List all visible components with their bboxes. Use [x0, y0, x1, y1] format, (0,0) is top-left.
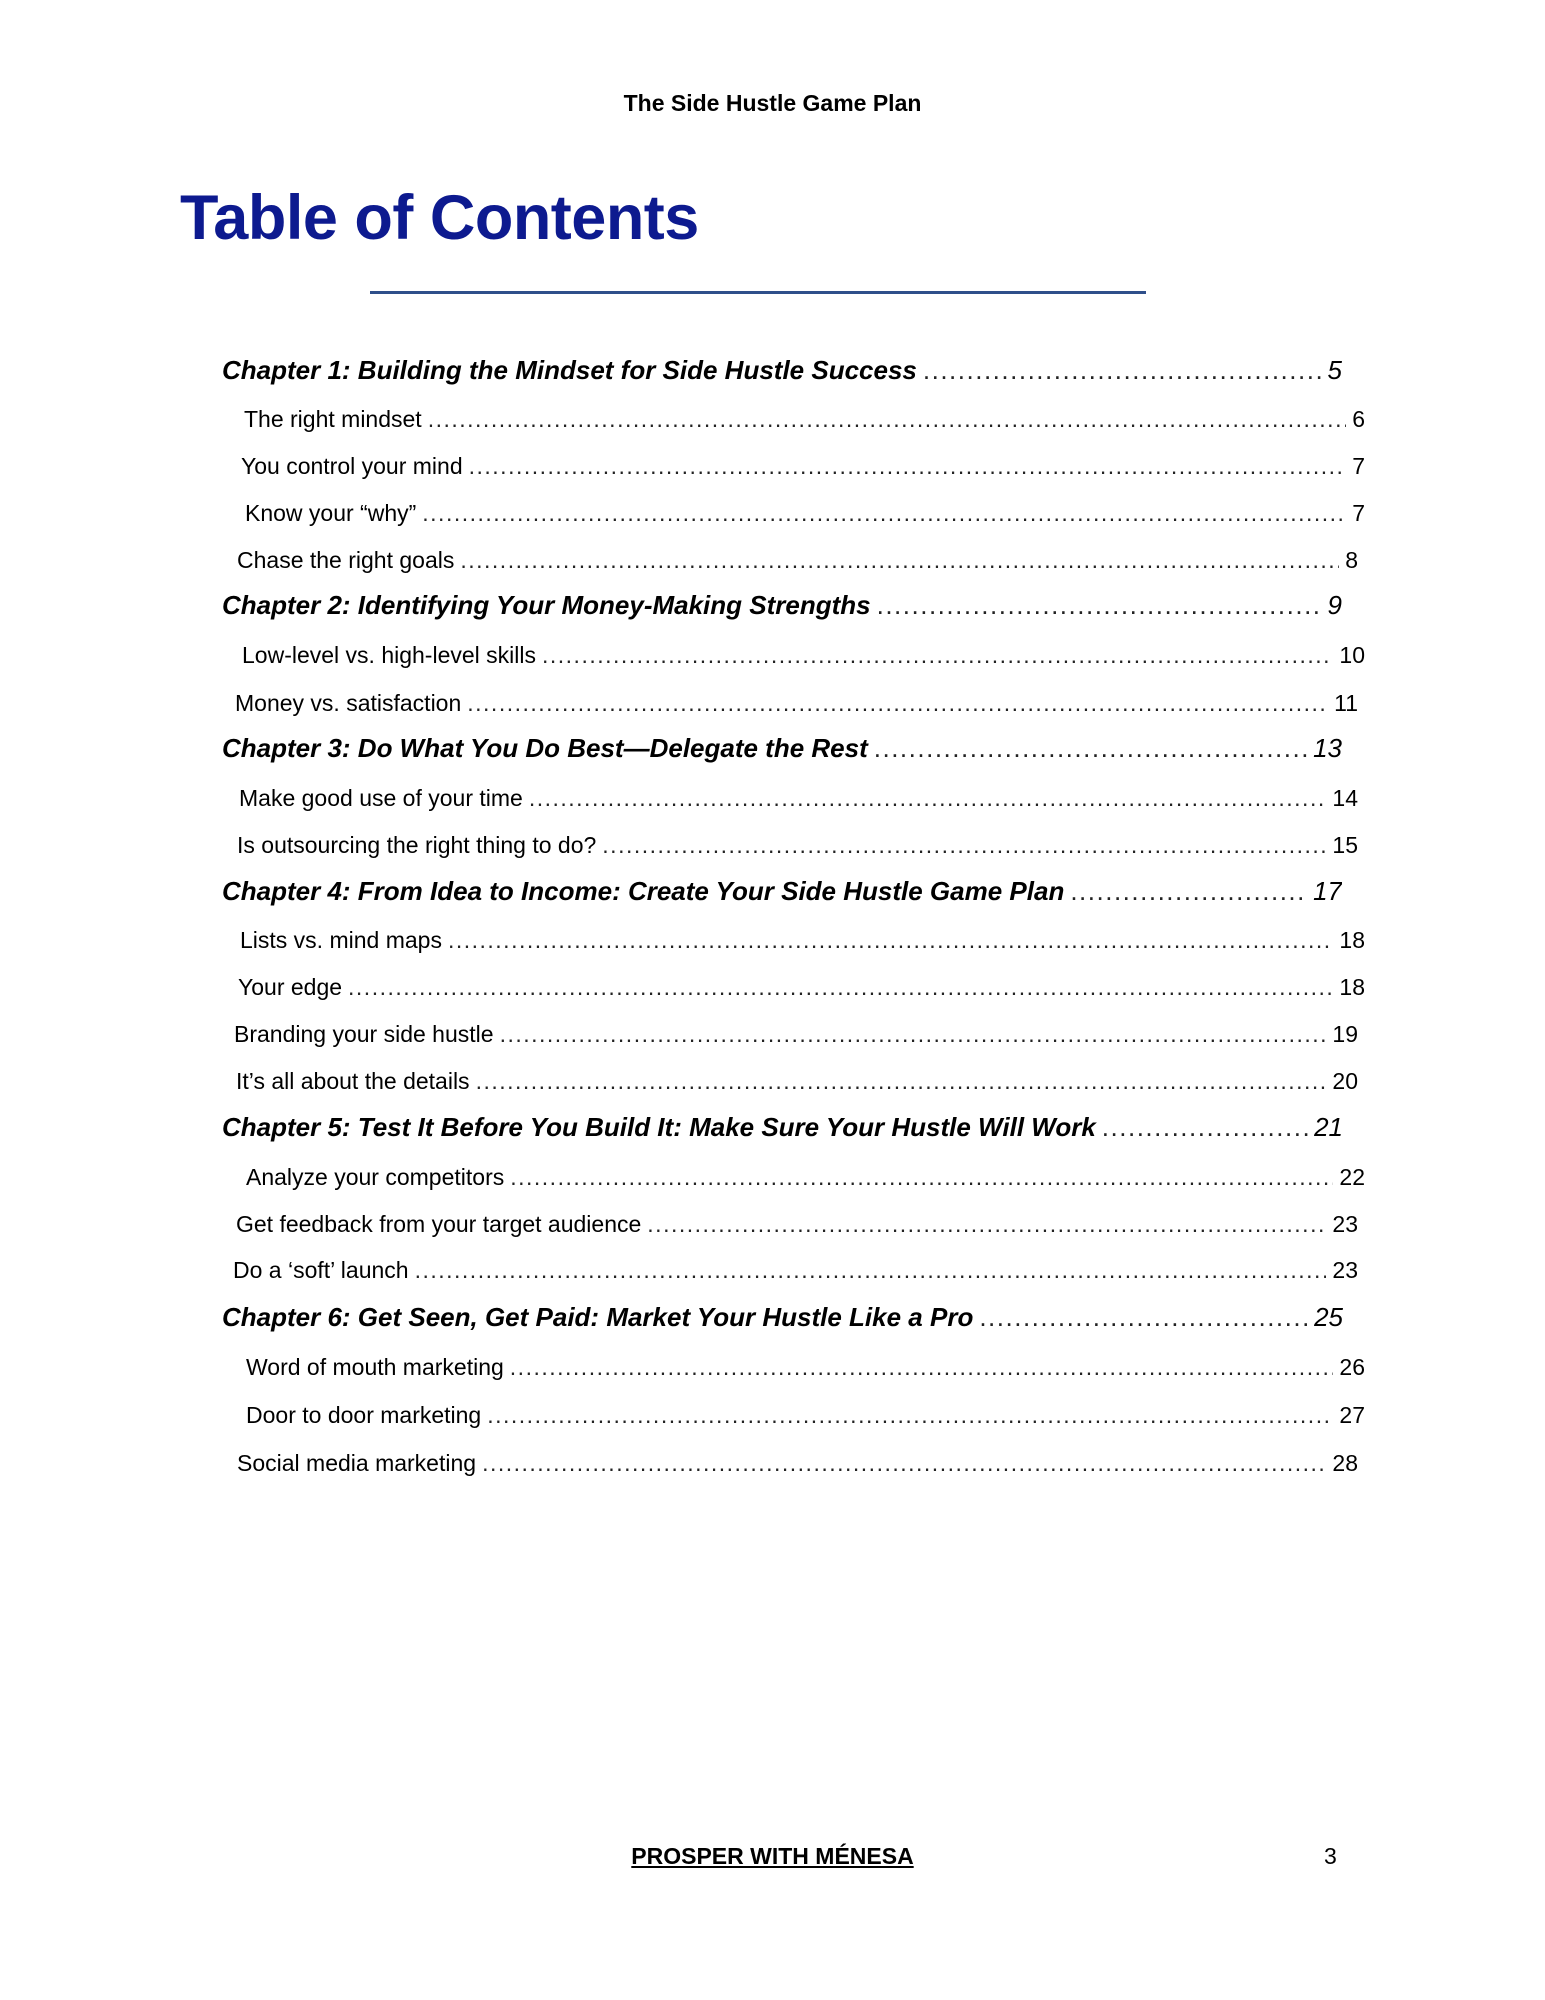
toc-entry-page: 17 [1313, 876, 1342, 906]
toc-entry-label: Chapter 3: Do What You Do Best—Delegate the Rest [222, 733, 868, 763]
dot-leader [979, 1302, 1308, 1333]
toc-entry-label: Word of mouth marketing [246, 1354, 504, 1380]
toc-entry-page: 27 [1339, 1402, 1365, 1428]
toc-entry-page: 26 [1339, 1354, 1365, 1380]
toc-entry-chapter[interactable] [222, 876, 1342, 907]
footer-page-number: 3 [1324, 1843, 1337, 1869]
toc-entry-section[interactable] [246, 1402, 1365, 1429]
toc-entry-section[interactable] [240, 927, 1365, 954]
toc-entry-page: 5 [1327, 355, 1342, 385]
toc-entry-label: You control your mind [241, 453, 463, 479]
toc-entry-label: Chapter 5: Test It Before You Build It: Make Sure Your Hustle Will Work [222, 1112, 1096, 1142]
toc-entry-section[interactable] [246, 1354, 1365, 1381]
dot-leader [510, 1164, 1333, 1191]
toc-entry-section[interactable] [239, 785, 1358, 812]
toc-entry-page: 13 [1313, 733, 1342, 763]
toc-entry-label: Analyze your competitors [246, 1164, 505, 1190]
toc-entry-section[interactable] [242, 642, 1365, 669]
toc-entry-page: 7 [1352, 453, 1365, 479]
toc-entry-label: Lists vs. mind maps [240, 927, 442, 953]
toc-entry-label: Branding your side hustle [234, 1021, 494, 1047]
toc-entry-page: 18 [1339, 927, 1365, 953]
dot-leader [1070, 876, 1307, 907]
toc-entry-page: 14 [1332, 785, 1358, 811]
toc-entry-label: Chase the right goals [237, 547, 455, 573]
toc-entry-chapter[interactable] [222, 590, 1342, 621]
toc-entry-chapter[interactable] [222, 355, 1342, 386]
toc-entry-page: 21 [1314, 1112, 1343, 1142]
dot-leader [448, 927, 1333, 954]
dot-leader [923, 355, 1322, 386]
toc-entry-section[interactable] [233, 1257, 1358, 1284]
toc-entry-label: Money vs. satisfaction [235, 690, 462, 716]
toc-entry-section[interactable] [237, 1450, 1358, 1477]
toc-entry-page: 18 [1339, 974, 1365, 1000]
toc-entry-page: 28 [1332, 1450, 1358, 1476]
toc-entry-label: Chapter 4: From Idea to Income: Create Your Side Hustle Game Plan [222, 876, 1065, 906]
dot-leader [469, 453, 1347, 480]
dot-leader [510, 1354, 1334, 1381]
toc-entry-label: Make good use of your time [239, 785, 523, 811]
toc-entry-label: Door to door marketing [246, 1402, 482, 1428]
title-divider [370, 291, 1146, 294]
toc-entry-chapter[interactable] [222, 733, 1342, 764]
toc-entry-section[interactable] [235, 690, 1358, 717]
toc-entry-section[interactable] [234, 1021, 1358, 1048]
toc-entry-chapter[interactable] [222, 1112, 1343, 1143]
dot-leader [874, 733, 1307, 764]
toc-entry-section[interactable] [236, 1211, 1358, 1238]
dot-leader [487, 1402, 1333, 1429]
dot-leader [647, 1211, 1326, 1238]
toc-entry-label: Get feedback from your target audience [236, 1211, 642, 1237]
toc-entry-label: The right mindset [244, 406, 422, 432]
toc-entry-page: 9 [1327, 590, 1342, 620]
toc-entry-section[interactable] [238, 974, 1365, 1001]
toc-entry-label: Know your “why” [245, 500, 417, 526]
toc-entry-label: It’s all about the details [236, 1068, 470, 1094]
toc-entry-label: Low-level vs. high-level skills [242, 642, 536, 668]
footer-brand [0, 1843, 1545, 1870]
dot-leader [415, 1257, 1327, 1284]
toc-entry-section[interactable] [241, 453, 1365, 480]
dot-leader [877, 590, 1322, 621]
dot-leader [529, 785, 1327, 812]
toc-entry-section[interactable] [237, 547, 1358, 574]
toc-entry-page: 10 [1339, 642, 1365, 668]
toc-entry-page: 7 [1352, 500, 1365, 526]
dot-leader [482, 1450, 1326, 1477]
dot-leader [460, 547, 1339, 574]
toc-entry-page: 8 [1345, 547, 1358, 573]
toc-entry-section[interactable] [245, 500, 1365, 527]
footer-brand-text: PROSPER WITH MÉNESA [631, 1843, 914, 1869]
dot-leader [1102, 1112, 1308, 1143]
dot-leader [602, 832, 1326, 859]
toc-entry-label: Chapter 6: Get Seen, Get Paid: Market Your Hustle Like a Pro [222, 1302, 974, 1332]
toc-entry-section[interactable] [244, 406, 1365, 433]
toc-entry-page: 11 [1334, 690, 1358, 716]
toc-entry-section[interactable] [236, 1068, 1358, 1095]
running-header: The Side Hustle Game Plan [623, 90, 922, 116]
dot-leader [348, 974, 1333, 1001]
toc-entry-label: Do a ‘soft’ launch [233, 1257, 409, 1283]
dot-leader [422, 500, 1346, 527]
toc-entry-label: Social media marketing [237, 1450, 477, 1476]
dot-leader [476, 1068, 1327, 1095]
toc-entry-label: Is outsourcing the right thing to do? [237, 832, 597, 858]
toc-entry-page: 20 [1332, 1068, 1358, 1094]
toc-entry-page: 6 [1352, 406, 1365, 432]
toc-entry-section[interactable] [246, 1164, 1365, 1191]
toc-entry-page: 19 [1332, 1021, 1358, 1047]
toc-entry-page: 23 [1332, 1257, 1358, 1283]
toc-entry-page: 22 [1339, 1164, 1365, 1190]
dot-leader [500, 1021, 1327, 1048]
page-title: Table of Contents [180, 183, 699, 253]
dot-leader [542, 642, 1333, 669]
toc-entry-label: Chapter 1: Building the Mindset for Side Hustle Success [222, 355, 917, 385]
toc-entry-chapter[interactable] [222, 1302, 1343, 1333]
dot-leader [467, 690, 1328, 717]
dot-leader [428, 406, 1347, 433]
toc-entry-page: 23 [1332, 1211, 1358, 1237]
toc-entry-label: Chapter 2: Identifying Your Money-Making Strengths [222, 590, 871, 620]
toc-entry-page: 15 [1332, 832, 1358, 858]
toc-entry-page: 25 [1314, 1302, 1343, 1332]
toc-entry-label: Your edge [238, 974, 343, 1000]
toc-entry-section[interactable] [237, 832, 1358, 859]
